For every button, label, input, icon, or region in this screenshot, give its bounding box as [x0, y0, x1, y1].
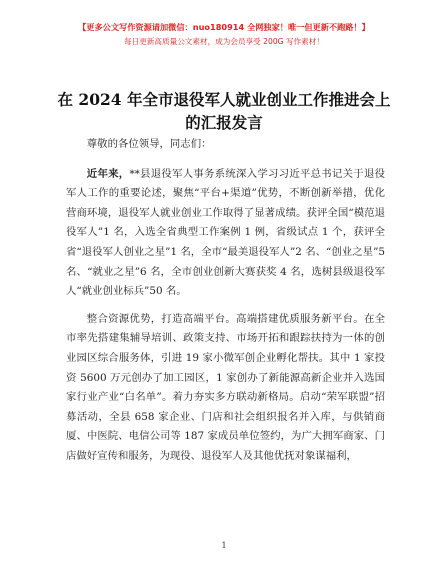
document-title-line-2: 的汇报发言 — [185, 113, 263, 132]
paragraph-2-heading: 整合资源优势，打造高端平台。 — [86, 312, 237, 325]
paragraph-1-text: **县退役军人事务系统深入学习习近平总书记关于退役军人工作的重要论述，聚焦“平台+渠道”优势，不断创新举措，优化营商环境，退役军人就业创业工作取得了显著成绩。获评全国“模范退役军人”1 名，入选全省典型工作案例 1 例，省级试点 1 个，获评全省“退役军人创业之星”1 名，全市“最美退役军人”2 名、“创业之星”5 名、“就业之星”6 名，全市创业创新大赛获奖 4 名，选树县级退役军人“就业创业标兵”50 名。 — [66, 167, 385, 298]
paragraph-1 — [66, 165, 385, 302]
greeting: 尊敬的各位领导，同志们： — [86, 138, 212, 150]
promo-banner-line-1: 【更多公文写作资源请加微信：nuo180914 全网独家！唯一但更新不跑路！】 — [78, 22, 370, 32]
promo-banner — [0, 22, 448, 47]
promo-banner-line-2: 每日更新高质量公文素材，成为会员享受 200G 写作素材！ — [124, 37, 324, 46]
document-title-line-1: 在 2024 年全市退役军人就业创业工作推进会上 — [57, 90, 391, 109]
paragraph-2-text: 高端搭建优质服务新平台。在全市率先搭建集辅导培训、政策支持、市场开拓和跟踪扶持为一体的创业园区综合服务体，引进 19 家小微军创企业孵化帮扶。其中 1 家投资 5600 万元创办了加工园区，1 家创办了新能源高新企业并入选国家行业产业“白名单”。着力夯实多方联动新格局。启动“荣军联盟”招募活动，全县 658 家企业、门店和社会组织报名并入库，与供销商厦、中医院、电信公司等 187 家成员单位签约，为广大拥军商家、门店做好宣传和服务，为现役、退役军人及其他优抚对象谋福利， — [66, 312, 386, 462]
document-title — [0, 88, 448, 134]
document-body — [66, 135, 385, 467]
page-number: 1 — [221, 541, 227, 550]
paragraph-2 — [66, 310, 385, 467]
paragraph-1-lead: 近年来， — [86, 167, 130, 180]
